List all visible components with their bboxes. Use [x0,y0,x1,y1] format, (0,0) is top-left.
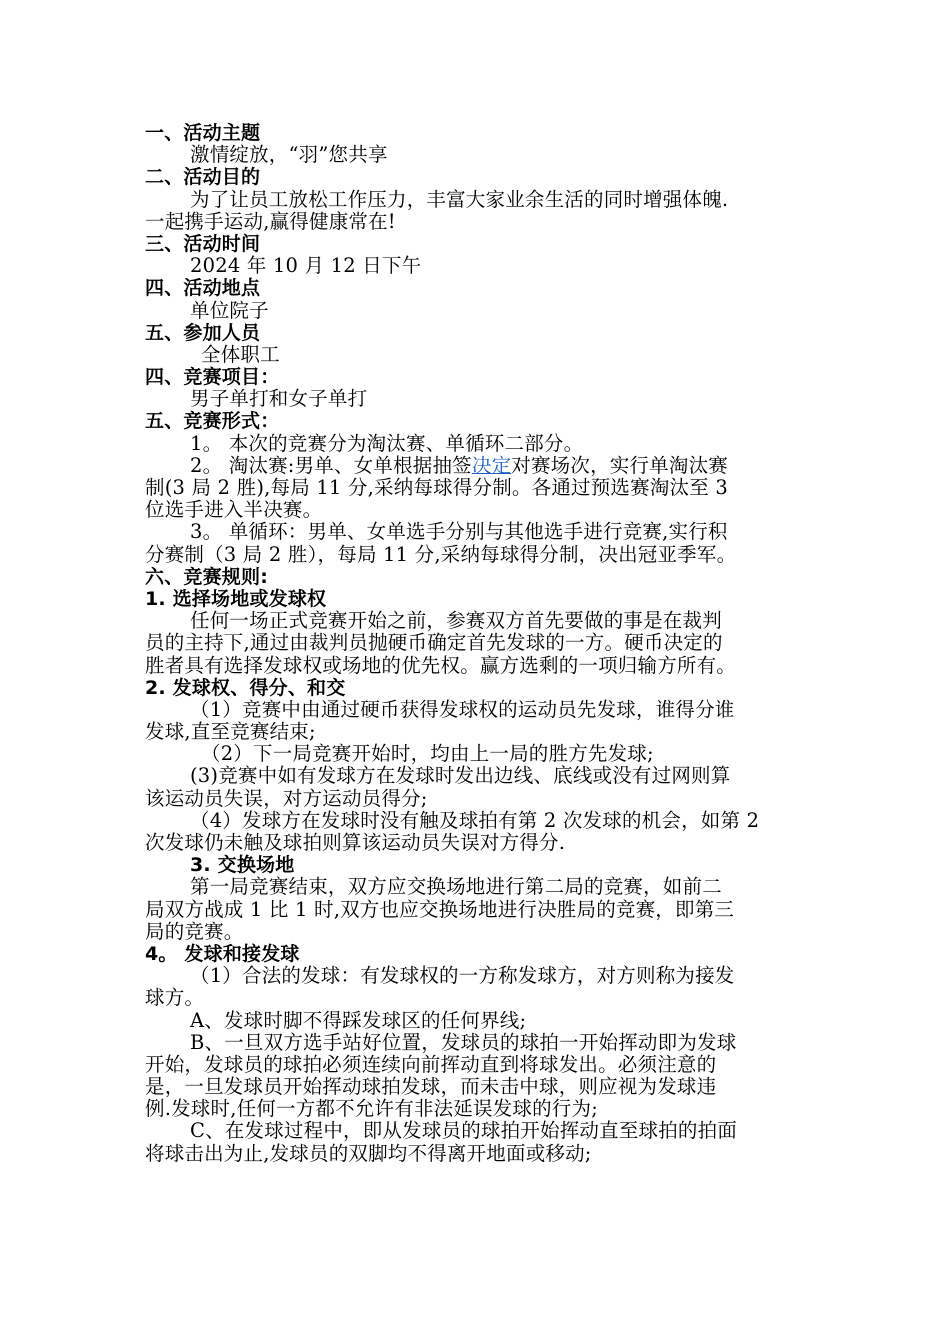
section-heading: 四、活动地点 [145,277,261,300]
section-heading: 二、活动目的 [145,166,261,189]
section-heading: 六、竞赛规则: [145,565,268,588]
paragraph: 局双方战成 1 比 1 时,双方也应交换场地进行决胜局的竞赛，即第三 [145,897,735,921]
paragraph: 例.发球时,任何一方都不允许有非法延误发球的行为; [145,1097,598,1121]
paragraph: 激情绽放，“羽”您共享 [190,143,388,167]
paragraph: 是，一旦发球员开始挥动球拍发球，而未击中球，则应视为发球违 [145,1075,717,1099]
paragraph: 为了让员工放松工作压力，丰富大家业余生活的同时增强体魄. [190,187,729,211]
paragraph: 1。 本次的竞赛分为淘汰赛、单循环二部分。 [190,431,584,455]
subsection-heading: 3. 交换场地 [190,854,295,877]
paragraph: 全体职工 [201,342,280,366]
text-span: 对赛场次，实行单淘汰赛 [511,453,728,477]
section-heading: 四、竞赛项目： [145,366,280,389]
section-heading: 三、活动时间 [145,232,261,255]
paragraph: 单位院子 [190,298,269,322]
paragraph: （1）合法的发球：有发球权的一方称发球方，对方则称为接发 [190,964,735,988]
section-heading: 五、竞赛形式： [145,410,280,433]
paragraph: （1）竞赛中由通过硬币获得发球权的运动员先发球，谁得分谁 [190,697,735,721]
paragraph: B、一旦双方选手站好位置，发球员的球拍一开始挥动即为发球 [190,1030,737,1054]
paragraph: 球方。 [145,986,205,1010]
subsection-heading: 2. 发球权、得分、和交 [145,676,346,699]
paragraph: 该运动员失误，对方运动员得分; [145,786,428,810]
subsection-heading: 1. 选择场地或发球权 [145,587,327,610]
document-page [145,122,810,1165]
paragraph: 发球,直至竞赛结束; [145,720,316,744]
paragraph: 男子单打和女子单打 [190,387,368,411]
section-heading: 五、参加人员 [145,321,261,344]
paragraph: 胜者具有选择发球权或场地的优先权。赢方选剩的一项归输方所有。 [145,653,737,677]
paragraph: 第一局竞赛结束，双方应交换场地进行第二局的竞赛，如前二 [190,875,722,899]
text-span: 2。 淘汰赛:男单、女单根据抽签 [190,453,472,477]
paragraph: 一起携手运动,赢得健康常在! [145,209,396,233]
paragraph: 2024 年 10 月 12 日下午 [190,254,422,278]
paragraph: （2）下一局竞赛开始时，均由上一局的胜方先发球; [201,742,654,766]
paragraph: 将球击出为止,发球员的双脚均不得离开地面或移动; [145,1141,592,1165]
paragraph [145,455,810,477]
paragraph: 次发球仍未触及球拍则算该运动员失误对方得分. [145,831,566,854]
paragraph: 位选手进入半决赛。 [145,498,323,522]
paragraph: 分赛制（3 局 2 胜），每局 11 分,采纳每球得分制，决出冠亚季军。 [145,542,737,566]
section-heading: 一、活动主题 [145,122,261,144]
decide-link[interactable]: 决定 [471,453,512,477]
paragraph: C、在发球过程中，即从发球员的球拍开始挥动直至球拍的拍面 [190,1119,738,1143]
paragraph: (3)竞赛中如有发球方在发球时发出边线、底线或没有过网则算 [190,764,731,788]
paragraph: 局的竞赛。 [145,919,244,943]
subsection-heading: 4。 发球和接发球 [145,942,300,965]
paragraph: （4）发球方在发球时没有触及球拍有第 2 次发球的机会，如第 2 [190,808,760,832]
paragraph: 制(3 局 2 胜),每局 11 分,采纳每球得分制。各通过预选赛淘汰至 3 [145,476,728,499]
paragraph: 任何一场正式竞赛开始之前，参赛双方首先要做的事是在裁判 [190,609,722,633]
paragraph: 员的主持下,通过由裁判员抛硬币确定首先发球的一方。硬币决定的 [145,631,723,655]
paragraph: A、发球时脚不得踩发球区的任何界线; [190,1008,527,1032]
paragraph: 开始，发球员的球拍必须连续向前挥动直到将球发出。必须注意的 [145,1052,717,1076]
paragraph: 3。 单循环：男单、女单选手分别与其他选手进行竞赛,实行积 [190,520,728,544]
